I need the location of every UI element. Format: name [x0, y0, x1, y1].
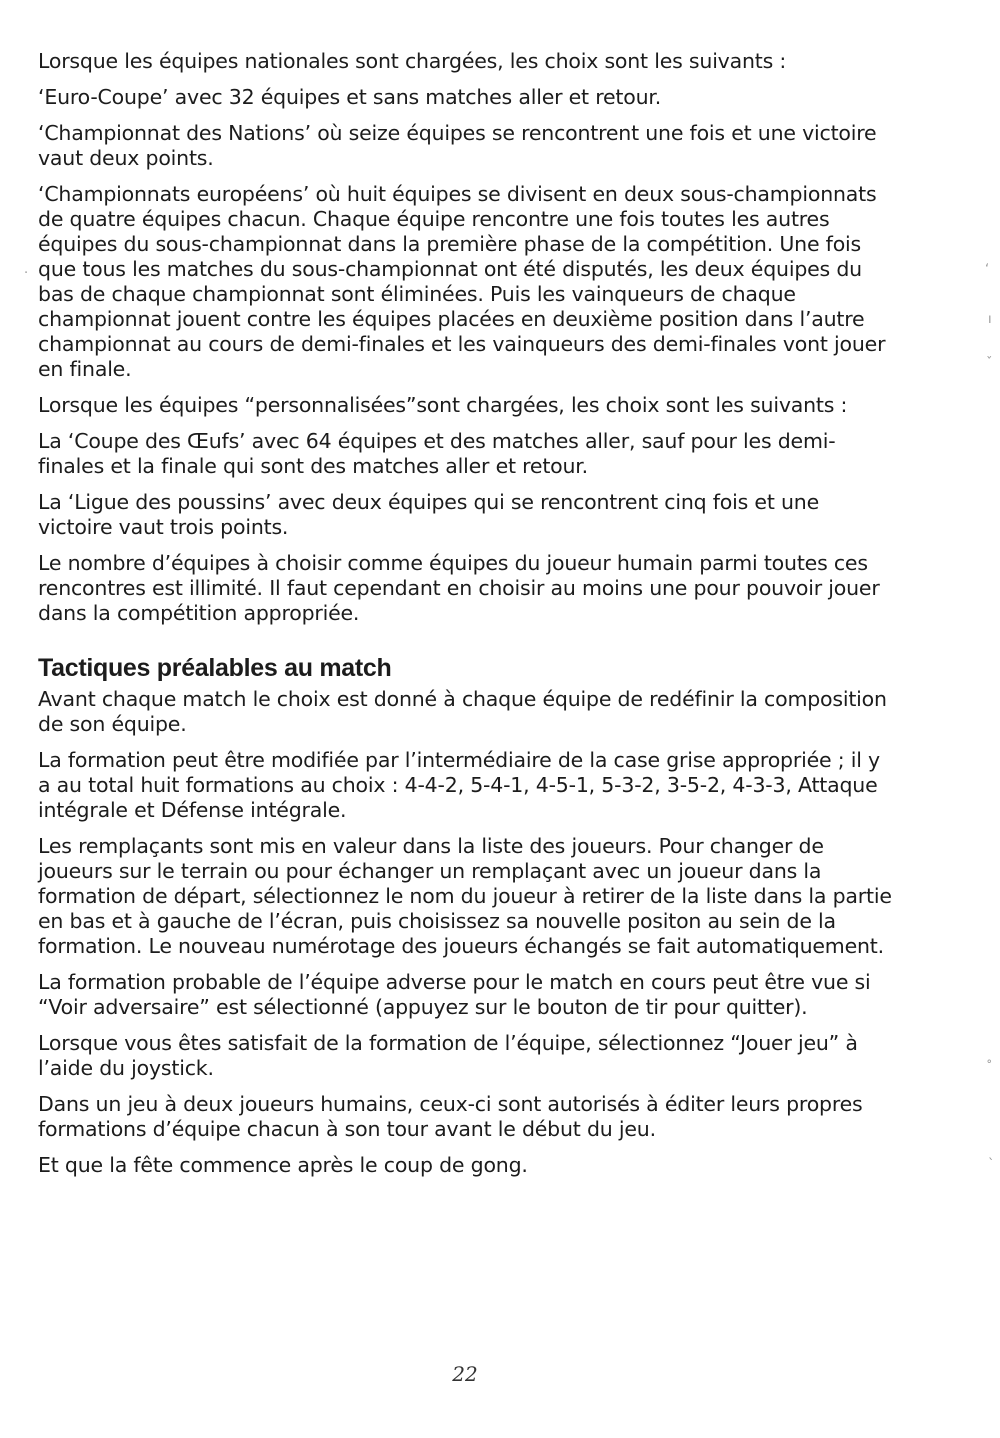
paragraph-two-players: Dans un jeu à deux joueurs humains, ceux-ci sont autorisés à éditer leurs propres formations d’équipe chacun à son tour avant le début du jeu. [38, 1092, 863, 1141]
scan-mark: ˎ [988, 1146, 995, 1161]
paragraph-redefine-composition: Avant chaque match le choix est donné à chaque équipe de redéfinir la composition de son équipe. [38, 687, 887, 736]
paragraph-view-opponent: La formation probable de l’équipe adverse pour le match en cours peut être vue si “Voir adversaire” est sélectionné (appuyez sur le bouton de tir pour quitter). [38, 970, 871, 1019]
paragraph-custom-teams-intro: Lorsque les équipes “personnalisées”sont chargées, les choix sont les suivants : [38, 393, 848, 417]
paragraph-euro-coupe: ‘Euro-Coupe’ avec 32 équipes et sans matches aller et retour. [38, 85, 662, 109]
paragraph-gong: Et que la fête commence après le coup de gong. [38, 1153, 528, 1177]
page-number: 22 [452, 1362, 478, 1386]
scan-mark: ˚ [986, 1060, 993, 1075]
scan-mark: · [24, 266, 29, 281]
document-page [38, 49, 898, 1189]
paragraph-play-game: Lorsque vous êtes satisfait de la formation de l’équipe, sélectionnez “Jouer jeu” à l’aide du joystick. [38, 1031, 858, 1080]
paragraph-coupe-des-oeufs: La ‘Coupe des Œufs’ avec 64 équipes et des matches aller, sauf pour les demi-finales et la finale qui sont des matches aller et retour. [38, 429, 836, 478]
section-heading: Tactiques préalables au match [38, 654, 392, 682]
paragraph-ligue-des-poussins: La ‘Ligue des poussins’ avec deux équipes qui se rencontrent cinq fois et une victoire vaut trois points. [38, 490, 819, 539]
paragraph-national-teams-intro: Lorsque les équipes nationales sont chargées, les choix sont les suivants : [38, 49, 787, 73]
paragraph-team-selection: Le nombre d’équipes à choisir comme équipes du joueur humain parmi toutes ces rencontres est illimité. Il faut cependant en choisir au moins une pour pouvoir jouer dans la compétition appropriée. [38, 551, 880, 625]
paragraph-substitutes: Les remplaçants sont mis en valeur dans la liste des joueurs. Pour changer de joueurs sur le terrain ou pour échanger un remplaçant avec un joueur dans la formation de départ, sélectionnez le nom du joueur à retirer de la liste dans la partie en bas et à gauche de l’écran, puis choisissez sa nouvelle positon au sein de la formation. Le nouveau numérotage des joueurs échangés se fait automatiquement. [38, 834, 892, 958]
scan-mark: ı [988, 312, 992, 327]
scan-mark: ˇ [986, 356, 993, 371]
paragraph-championnat-nations: ‘Championnat des Nations’ où seize équipes se rencontrent une fois et une victoire vaut deux points. [38, 121, 877, 170]
paragraph-championnats-europeens: ‘Championnats européens’ où huit équipes se divisent en deux sous-championnats de quatre équipes chacun. Chaque équipe rencontre une fois toutes les autres équipes du sous-championnat dans la première phase de la compétition. Une fois que tous les matches du sous-championnat ont été disputés, les deux équipes du bas de chaque championnat sont éliminées. Puis les vainqueurs de chaque championnat jouent contre les équipes placées en deuxième position dans l’autre championnat au cours de demi-finales et les vainqueurs des demi-finales vont jouer en finale. [38, 182, 886, 381]
paragraph-formations: La formation peut être modifiée par l’intermédiaire de la case grise appropriée ; il y a au total huit formations au choix : 4-4-2, 5-4-1, 4-5-1, 5-3-2, 3-5-2, 4-3-3, Attaque intégrale et Défense intégrale. [38, 748, 880, 822]
scan-mark: ʻ [985, 262, 990, 277]
